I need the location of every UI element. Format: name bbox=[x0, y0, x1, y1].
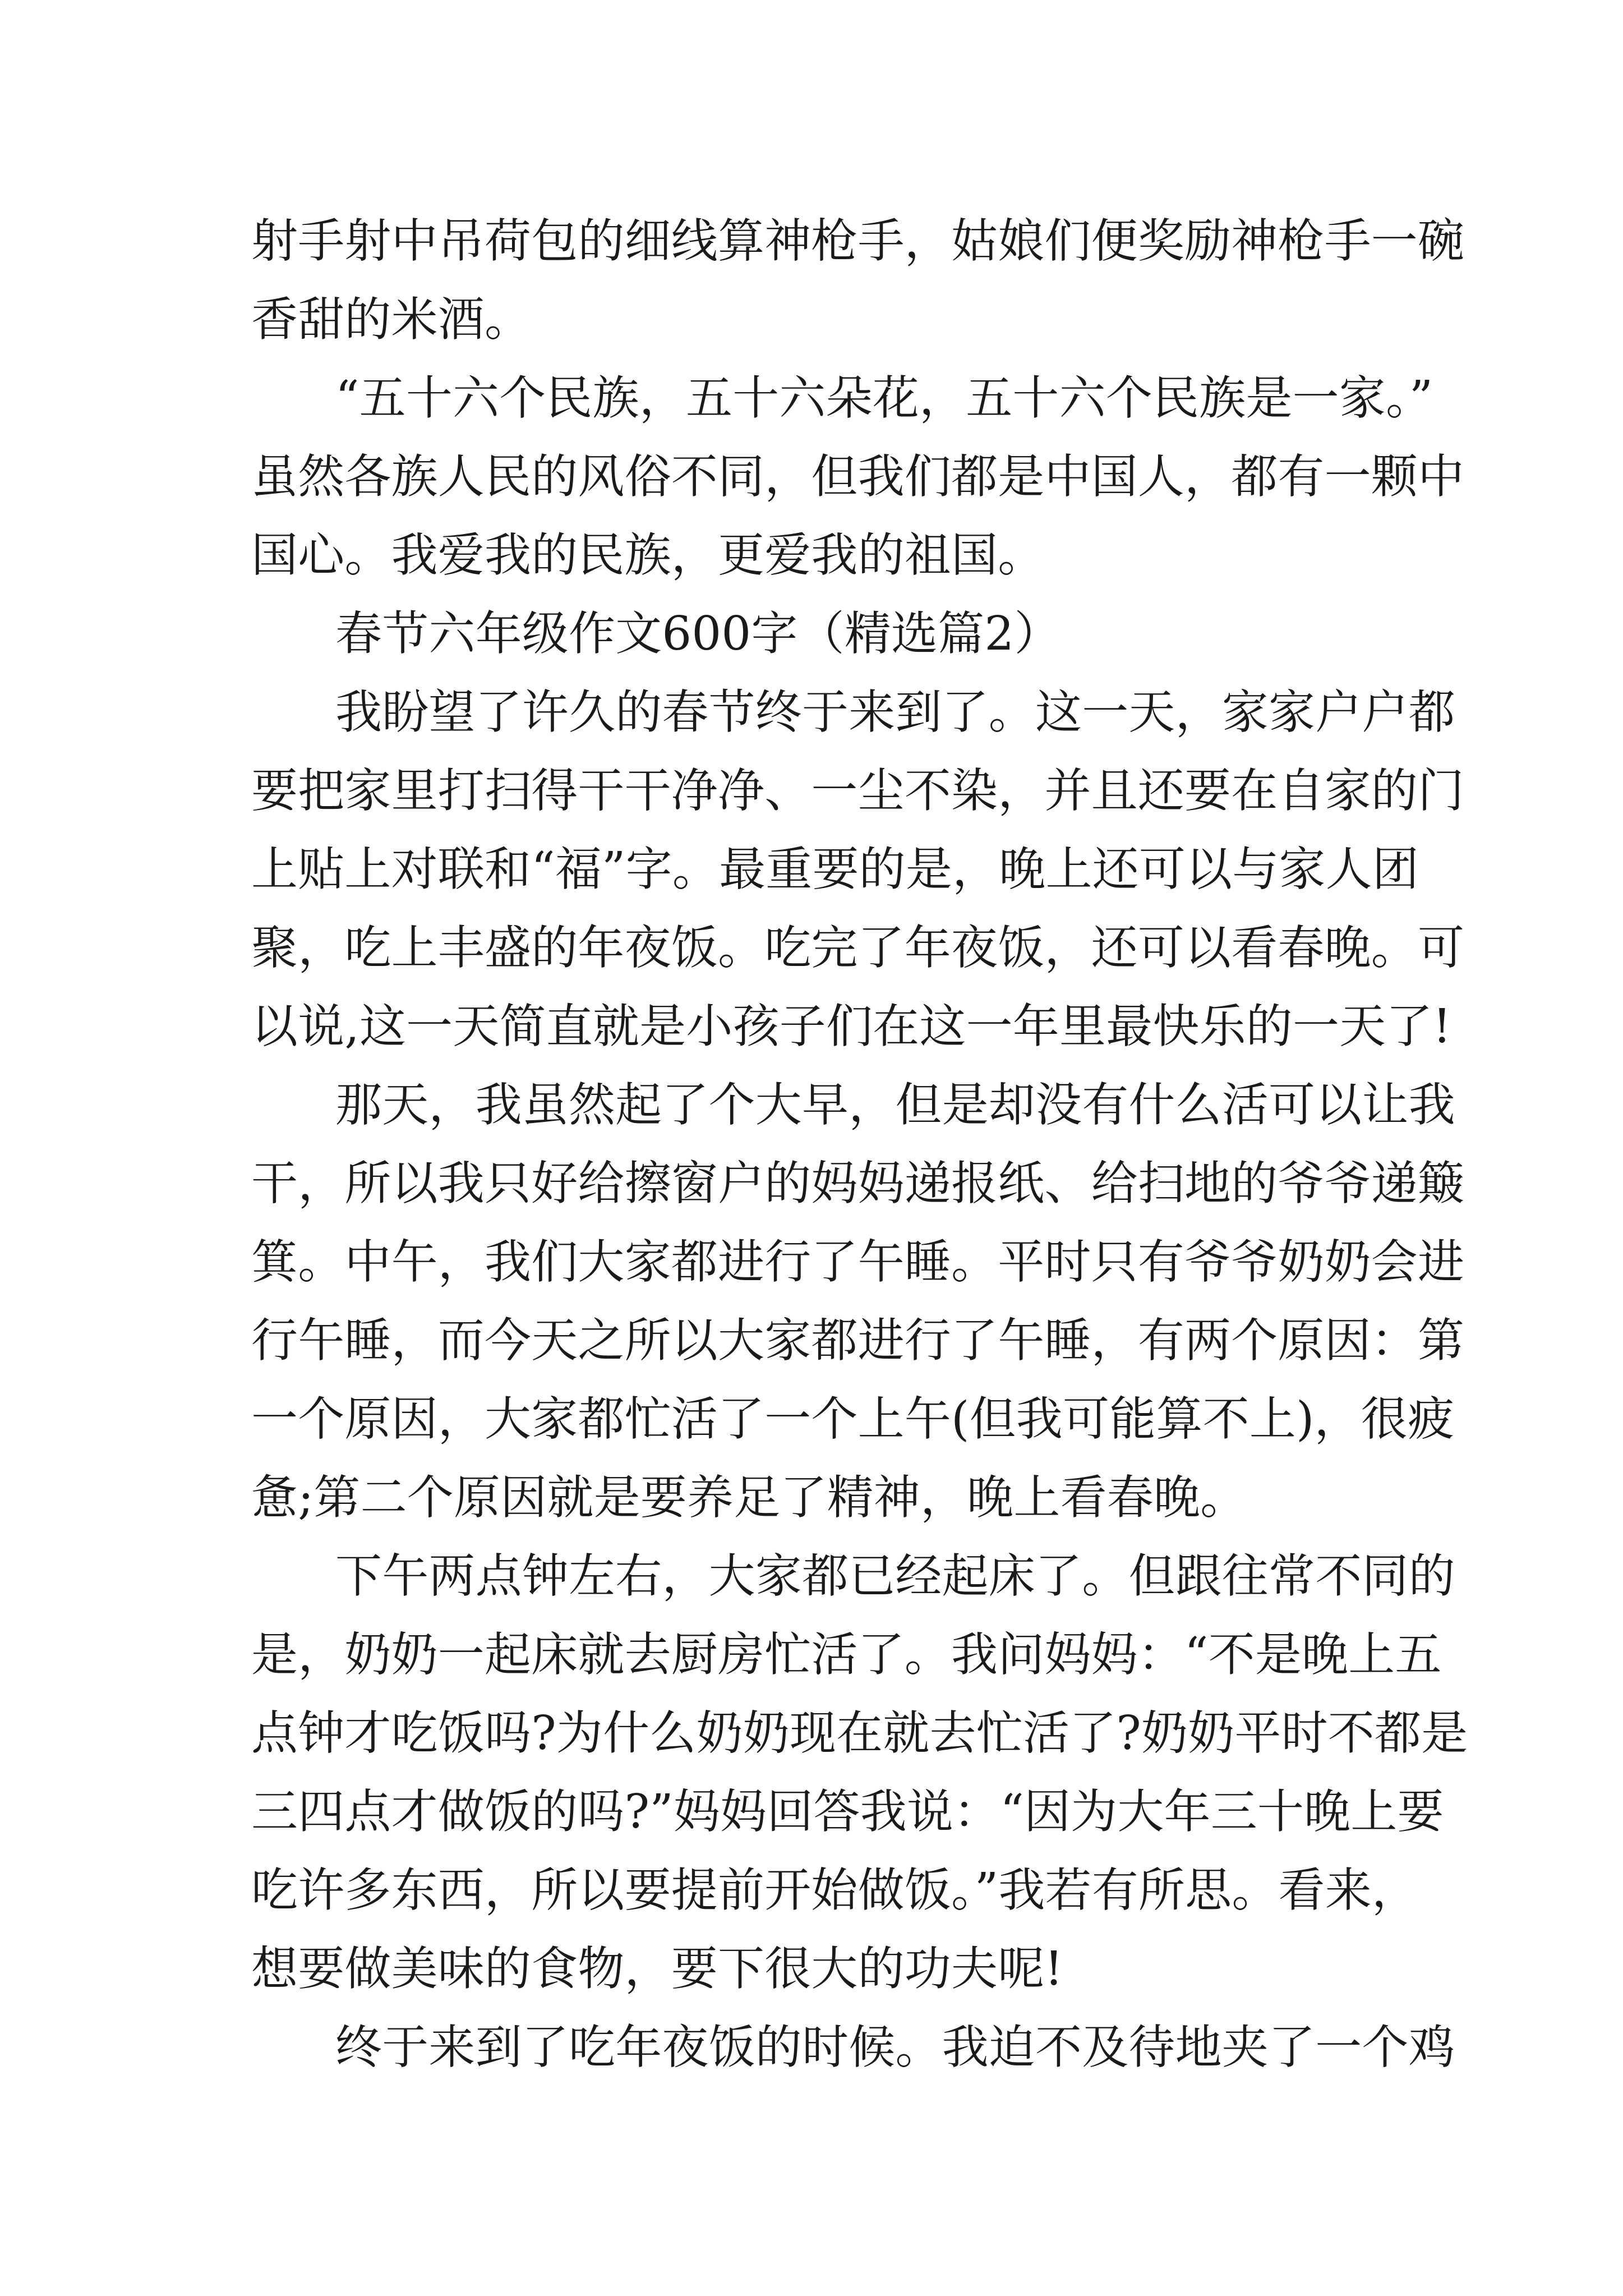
text-line: 虽然各族人民的风俗不同，但我们都是中国人，都有一颗中 bbox=[251, 449, 1465, 504]
text-line: 是，奶奶一起床就去厨房忙活了。我问妈妈：“不是晚上五 bbox=[251, 1627, 1442, 1682]
section-heading: 春节六年级作文600字（精选篇2） bbox=[335, 606, 1061, 661]
text-line: 点钟才吃饭吗?为什么奶奶现在就去忙活了?奶奶平时不都是 bbox=[251, 1706, 1468, 1760]
text-line: 香甜的米酒。 bbox=[251, 292, 532, 347]
text-line: 一个原因，大家都忙活了一个上午(但我可能算不上)，很疲 bbox=[251, 1392, 1455, 1446]
paragraph-start-line: “五十六个民族，五十六朵花，五十六个民族是一家。” bbox=[335, 371, 1433, 425]
paragraph-start-line: 那天，我虽然起了个大早，但是却没有什么活可以让我 bbox=[335, 1078, 1455, 1132]
text-line: 吃许多东西，所以要提前开始做饭。”我若有所思。看来， bbox=[251, 1863, 1419, 1917]
text-line: 国心。我爱我的民族，更爱我的祖国。 bbox=[251, 528, 1045, 582]
paragraph-start-line: 终于来到了吃年夜饭的时候。我迫不及待地夹了一个鸡 bbox=[335, 2020, 1455, 2074]
text-line: 以说,这一天简直就是小孩子们在这一年里最快乐的一天了! bbox=[251, 999, 1452, 1053]
paragraph-start-line: 下午两点钟左右，大家都已经起床了。但跟往常不同的 bbox=[335, 1549, 1455, 1603]
text-line: 射手射中吊荷包的细线算神枪手，姑娘们便奖励神枪手一碗 bbox=[251, 214, 1465, 268]
text-line: 想要做美味的食物，要下很大的功夫呢! bbox=[251, 1941, 1063, 1996]
paragraph-start-line: 我盼望了许久的春节终于来到了。这一天，家家户户都 bbox=[335, 685, 1455, 739]
text-line: 要把家里打扫得干干净净、一尘不染，并且还要在自家的门 bbox=[251, 763, 1465, 818]
text-line: 箕。中午，我们大家都进行了午睡。平时只有爷爷奶奶会进 bbox=[251, 1235, 1465, 1289]
text-line: 惫;第二个原因就是要养足了精神，晚上看春晚。 bbox=[251, 1470, 1247, 1525]
text-line: 三四点才做饭的吗?”妈妈回答我说：“因为大年三十晚上要 bbox=[251, 1784, 1444, 1839]
text-line: 行午睡，而今天之所以大家都进行了午睡，有两个原因：第 bbox=[251, 1313, 1465, 1368]
text-line: 聚，吃上丰盛的年夜饭。吃完了年夜饭，还可以看春晚。可 bbox=[251, 921, 1465, 975]
text-line: 上贴上对联和“福”字。最重要的是，晚上还可以与家人团 bbox=[251, 842, 1419, 896]
text-line: 干，所以我只好给擦窗户的妈妈递报纸、给扫地的爷爷递簸 bbox=[251, 1156, 1465, 1211]
